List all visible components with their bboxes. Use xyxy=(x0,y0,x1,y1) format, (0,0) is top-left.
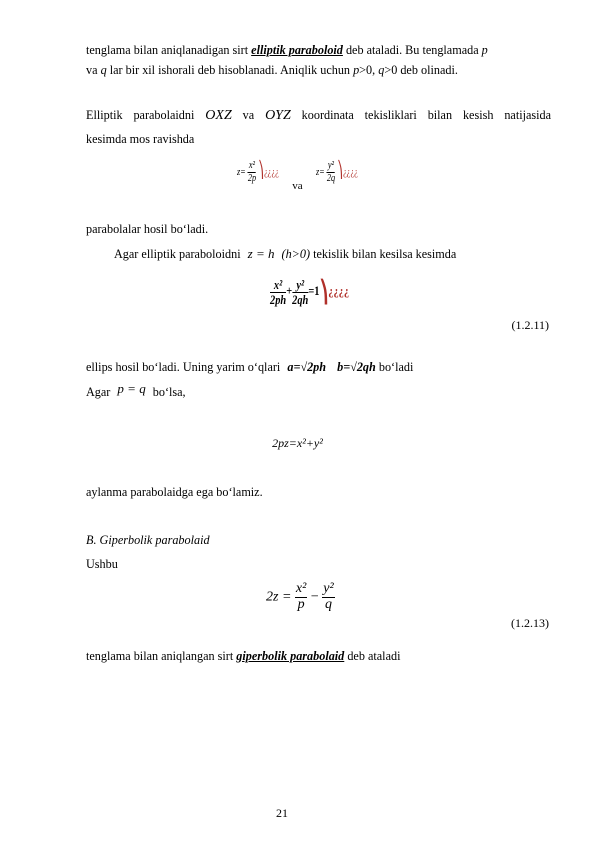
term-elliptik-paraboloid: elliptik paraboloid xyxy=(251,43,343,57)
text-line-4 xyxy=(86,131,551,147)
fraction: $\frac{\text{y²}}{q}$ xyxy=(323,581,334,612)
term-giperbolik-parabolaid: giperbolik parabolaid xyxy=(236,649,345,663)
var-q: q xyxy=(378,63,385,77)
garbled-text: ¿¿¿¿ xyxy=(328,283,350,299)
eq-z-h: z = h xyxy=(247,246,275,261)
text: va xyxy=(86,63,101,77)
text: Elliptik parabolaidni xyxy=(86,108,195,122)
text-line-7 xyxy=(86,359,551,375)
garbled-text: ¿¿¿¿ xyxy=(343,166,359,178)
text: Agar elliptik paraboloidni xyxy=(114,247,241,261)
eq-lhs: z= xyxy=(236,166,246,178)
text-line-9 xyxy=(86,484,551,500)
text: deb ataladi. Bu tenglamada xyxy=(342,43,482,57)
text: tenglama bilan aniqlangan sirt xyxy=(86,649,237,663)
fraction: $\frac{\text{y²}}{2q}$ xyxy=(327,159,336,184)
equation-parabolas: z= $\frac{\text{x²}}{2p}$ ⎞¿¿¿¿ va z= $\frac{\text{y²}}{2q}$ ⎞¿¿¿¿ xyxy=(236,159,359,192)
text: lar bir xil ishorali deb hisoblanadi. Aniqlik uchun xyxy=(106,63,354,77)
text-line-5 xyxy=(86,221,551,237)
text: deb ataladi xyxy=(344,649,401,663)
fraction: $\frac{\text{x²}}{2p}$ xyxy=(247,159,256,184)
var-p: p xyxy=(481,43,488,57)
text: parabolalar hosil bo‘ladi. xyxy=(86,222,209,236)
text: aylanma parabolaidga ega bo‘lamiz. xyxy=(86,485,263,499)
semi-axis-a: a=√2ph xyxy=(287,360,327,374)
plane-oyz: OYZ xyxy=(265,108,291,123)
text-line-8 xyxy=(86,381,551,400)
text-line-10 xyxy=(86,648,551,664)
fraction: $\frac{\text{x²}}{2ph}$ xyxy=(270,277,287,307)
fraction: $\frac{\text{y²}}{2qh}$ xyxy=(292,277,309,307)
eq-lhs: z= xyxy=(316,166,326,178)
text-ushbu: Ushbu xyxy=(86,557,118,571)
text: kesimda mos ravishda xyxy=(86,132,195,146)
text-line-3 xyxy=(86,107,551,124)
equation-number: (1.2.11) xyxy=(511,318,549,332)
text: va xyxy=(292,180,303,192)
text: tekislik bilan kesilsa kesimda xyxy=(313,247,457,261)
text: >0, xyxy=(359,63,379,77)
section-title: B. Giperbolik parabolaid xyxy=(86,533,210,547)
condition: (h>0) xyxy=(281,247,311,261)
equation-hyperbolic: 2z = $\frac{\text{x²}}{p}$ − $\frac{\text{y²}}{q}$ xyxy=(266,581,334,612)
text: va xyxy=(242,108,255,122)
text: koordinata tekisliklari bilan kesish natijasida xyxy=(301,108,552,122)
text: bo‘lsa, xyxy=(152,385,186,399)
garbled-text: ¿¿¿¿ xyxy=(263,166,279,178)
fraction: $\frac{\text{x²}}{p}$ xyxy=(295,581,307,612)
eq-p-q: p = q xyxy=(117,381,146,396)
semi-axis-b: b=√2qh xyxy=(337,360,376,374)
text: Agar xyxy=(86,385,111,399)
text-line-6 xyxy=(114,246,579,262)
equation-number: (1.2.13) xyxy=(511,616,549,630)
plane-oxz: OXZ xyxy=(205,108,232,123)
eq-text: 2pz=x²+y² xyxy=(272,436,323,450)
text: >0 deb olinadi. xyxy=(384,63,458,77)
equation-rotation xyxy=(0,436,595,451)
var-q: q xyxy=(100,63,107,77)
equation-ellipse: $\frac{\text{x²}}{2ph}$ + $\frac{\text{y²}}{2qh}$ =1⎞¿¿¿¿ xyxy=(270,277,350,307)
text: tenglama bilan aniqlanadigan sirt xyxy=(86,43,252,57)
eq-lhs: 2z = xyxy=(266,589,292,605)
page-number: 21 xyxy=(276,806,288,820)
text-line-2 xyxy=(86,62,551,78)
text-line-1 xyxy=(86,42,551,58)
text: bo‘ladi xyxy=(378,360,414,374)
var-p: p xyxy=(353,63,360,77)
text: ellips hosil bo‘ladi. Uning yarim o‘qlari xyxy=(86,360,281,374)
